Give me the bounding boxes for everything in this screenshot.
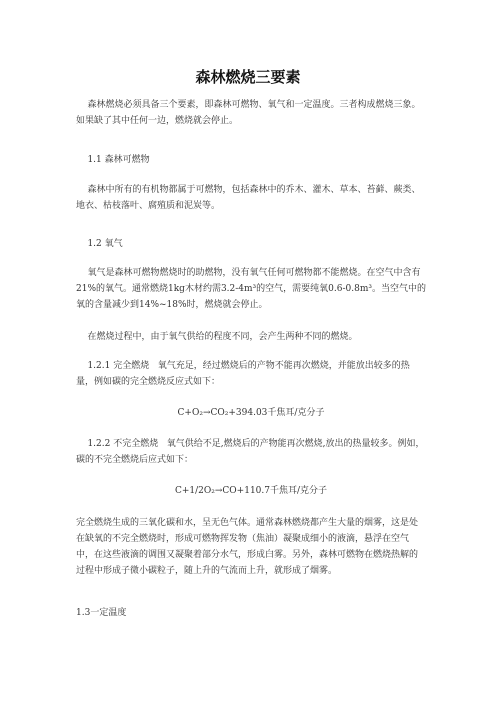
paragraph-combustion-types: 在燃烧过程中，由于氧气供给的程度不同，会产生两种不同的燃烧。: [76, 332, 358, 342]
paragraph-complete-combustion: 1.2.1 完全燃烧 氧气充足，经过燃烧后的产物不能再次燃烧，并能放出较多的热量，例如碳的完全燃烧反应式如下：: [76, 361, 410, 387]
heading-1-2: 1.2 氧气: [76, 239, 123, 249]
intro-paragraph: 森林燃烧必须具备三个要素，即森林可燃物、氧气和一定温度。三者构成燃烧三象。如果缺了其中任何一边，燃烧就会停止。: [76, 100, 421, 126]
equation-complete: C+O₂→CO₂+394.03千焦耳/克分子: [177, 408, 325, 418]
page-title: 森林燃烧三要素: [195, 68, 301, 86]
paragraph-fuel: 森林中所有的有机物都属于可燃物，包括森林中的乔木、灌木、草本、苔藓、蕨类、地衣、枯枝落叶、腐殖质和泥炭等。: [76, 185, 421, 211]
heading-1-1: 1.1 森林可燃物: [76, 155, 150, 165]
paragraph-smoke: 完全燃烧生成的三氧化碳和水，呈无色气体。通常森林燃烧都产生大量的烟雾，这是处在缺氧的不完全燃烧时，形成可燃物挥发物（焦油）凝聚成细小的液滴，悬浮在空气中，在这些液滴的调围又凝聚着部分水气，形成白雾。另外，森林可燃物在燃烧热解的过程中形成子微小碳粒子，随上升的气流而上升，就形成了烟雾。: [76, 518, 419, 576]
paragraph-oxygen: 氧气是森林可燃物燃烧时的助燃物，没有氧气任何可燃物都不能燃烧。在空气中含有21%的氧气。通常燃烧1kg木材约需3.2-4m³的空气，需要纯氧0.6-0.8m³。当空气中的氧的含量减少到14%~18%时，燃烧就会停止。: [76, 268, 426, 310]
equation-incomplete: C+1/2O₂→CO+110.7千焦耳/克分子: [174, 486, 328, 496]
heading-1-3: 1.3一定温度: [76, 608, 127, 618]
paragraph-incomplete-combustion: 1.2.2 不完全燃烧 氧气供给不足,燃烧后的产物能再次燃烧,放出的热量较多。例如，碳的不完全燃烧后应式如下：: [76, 439, 425, 465]
